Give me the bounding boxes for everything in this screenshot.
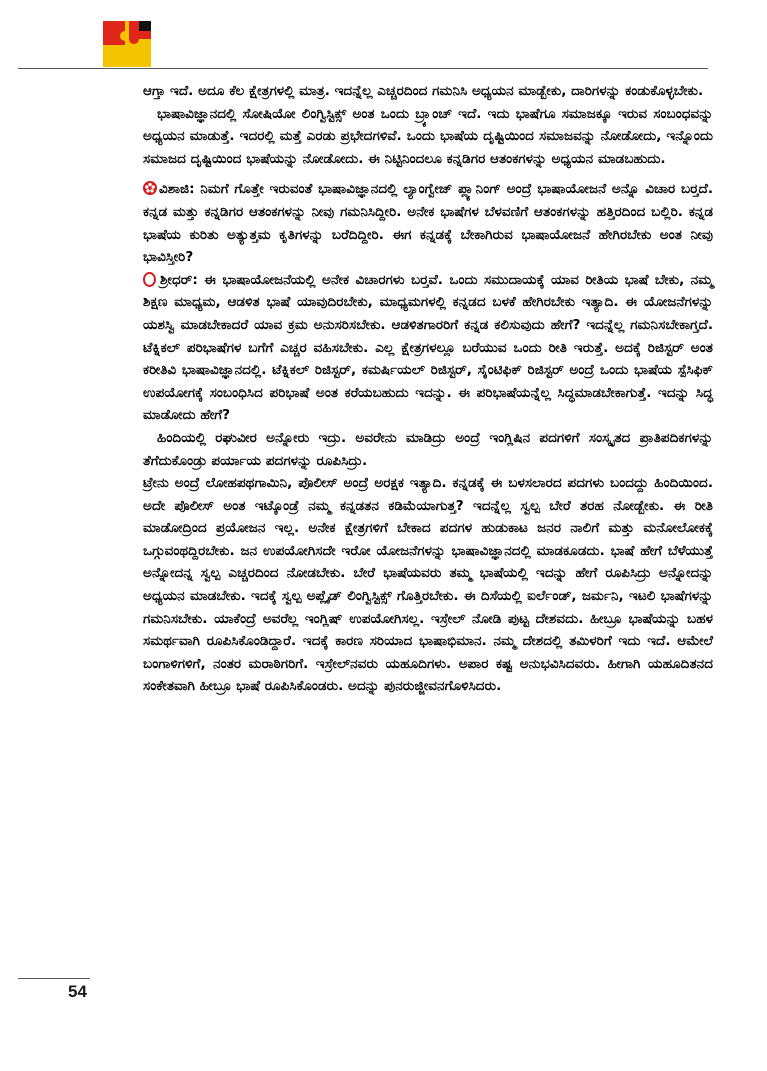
question-paragraph: [143, 178, 713, 268]
question-text: ವಿಶಾಜಿ: ನಿಮಗೆ ಗೊತ್ತೇ ಇರುವಂತೆ ಭಾಷಾವಿಜ್ಞಾನದಲ್ಲಿ ಲ್ಯಾಂಗ್ವೇಜ್ ಪ್ಲ್ಯಾನಿಂಗ್ ಅಂದ್ರೆ ಭಾಷಾಯೋಜನೆ ಅನ್ನೊ ವಿಚಾರ ಬರ‍್ತದೆ. ಕನ್ನಡ ಮತ್ತು ಕನ್ನಡಿಗರ ಆತಂಕಗಳನ್ನು ನೀವು ಗಮನಿಸಿದ್ದೀರಿ. ಅನೇಕ ಭಾಷೆಗಳ ಬೆಳವಣಿಗೆ ಆತಂಕಗಳನ್ನು ಹತ್ತಿರದಿಂದ ಬಲ್ಲಿರಿ. ಕನ್ನಡ ಭಾಷೆಯ ಕುರಿತು ಅತ್ಯುತ್ತಮ ಕೃತಿಗಳನ್ನು ಬರೆದಿದ್ದೀರಿ. ಈಗ ಕನ್ನಡಕ್ಕೆ ಬೇಕಾಗಿರುವ ಭಾಷಾಯೋಜನೆ ಹೇಗಿರಬೇಕು ಅಂತ ನೀವು ಭಾವಿಸ್ತೀರಿ?: [143, 181, 713, 266]
paragraph-sociolinguistics: ಭಾಷಾವಿಜ್ಞಾನದಲ್ಲಿ ಸೋಷಿಯೋ ಲಿಂಗ್ವಿಸ್ಟಿಕ್ಸ್ ಅಂತ ಒಂದು ಬ್ರ್ಯಾಂಚ್ ಇದೆ. ಇದು ಭಾಷೆಗೂ ಸಮಾಜಕ್ಕೂ ಇರುವ ಸಂಬಂಧವನ್ನು ಅಧ್ಯಯನ ಮಾಡುತ್ತೆ. ಇದರಲ್ಲಿ ಮತ್ತೆ ಎರಡು ಪ್ರಭೇದಗಳಿವೆ. ಒಂದು ಭಾಷೆಯ ದೃಷ್ಟಿಯಿಂದ ಸಮಾಜವನ್ನು ನೋಡೋದು, ಇನ್ನೊಂದು ಸಮಾಜದ ದೃಷ್ಟಿಯಿಂದ ಭಾಷೆಯನ್ನು ನೋಡೋದು. ಈ ನಿಟ್ಟಿನಿಂದಲೂ ಕನ್ನಡಿಗರ ಆತಂಕಗಳನ್ನು ಅಧ್ಯಯನ ಮಾಡಬಹುದು.: [143, 105, 713, 167]
red-ring-bullet-icon: [143, 272, 156, 287]
paragraph-train-police: ಟ್ರೇನು ಅಂದ್ರೆ ಲೋಹಪಥಗಾಮಿನಿ, ಪೊಲೀಸ್ ಅಂದ್ರೆ ಅರಕ್ಷಕ ಇತ್ಯಾದಿ. ಕನ್ನಡಕ್ಕೆ ಈ ಬಳಸಲಾರದ ಪದಗಳು ಬಂದದ್ದು ಹಿಂದಿಯಿಂದ. ಅದೇ ಪೊಲೀಸ್ ಅಂತ ಇಟ್ಕೊಂಡ್ರೆ ನಮ್ಮ ಕನ್ನಡತನ ಕಡಿಮೆಯಾಗುತ್ತ? ಇದನ್ನೆಲ್ಲ ಸ್ವಲ್ಪ ಬೇರೆ ತರಹ ನೋಡ್ಬೇಕು. ಈ ರೀತಿ ಮಾಡೋದ್ರಿಂದ ಪ್ರಯೋಜನ ಇಲ್ಲ. ಅನೇಕ ಕ್ಷೇತ್ರಗಳಿಗೆ ಬೇಕಾದ ಪದಗಳ ಹುಡುಕಾಟ ಜನರ ನಾಲಿಗೆ ಮತ್ತು ಮನೋಲೋಕಕ್ಕೆ ಒಗ್ಗುವಂಥದ್ದಿರಬೇಕು. ಜನ ಉಪಯೋಗಿಸದೇ ಇರೋ ಯೋಜನೆಗಳನ್ನು ಭಾಷಾವಿಜ್ಞಾನದಲ್ಲಿ ಮಾಡಕೂಡದು. ಭಾಷೆ ಹೇಗೆ ಬೆಳೆಯುತ್ತೆ ಅನ್ನೋದನ್ನ ಸ್ವಲ್ಪ ಎಚ್ಚರದಿಂದ ನೋಡಬೇಕು. ಬೇರೆ ಭಾಷೆಯವರು ತಮ್ಮ ಭಾಷೆಯಲ್ಲಿ ಇದನ್ನು ಹೇಗೆ ರೂಪಿಸಿದ್ರು ಅನ್ನೋದನ್ನು ಅಧ್ಯಯನ ಮಾಡಬೇಕು. ಇದಕ್ಕೆ ಸ್ವಲ್ಪ ಅಪ್ಲೈಡ್ ಲಿಂಗ್ವಿಸ್ಟಿಕ್ಸ್ ಗೊತ್ತಿರಬೇಕು. ಈ ದಿಸೆಯಲ್ಲಿ ಐರ್ಲೆಂಡ್, ಜರ್ಮನಿ, ಇಟಲಿ ಭಾಷೆಗಳನ್ನು ಗಮನಿಸಬೇಕು. ಯಾಕೆಂದ್ರೆ ಅವರೆಲ್ಲ ಇಂಗ್ಲಿಷ್ ಉಪಯೋಗಿಸಲ್ಲ. ಇಸ್ರೇಲ್ ನೋಡಿ ಪುಟ್ಟ ದೇಶವದು. ಹೀಬ್ರೂ ಭಾಷೆಯನ್ನು ಬಹಳ ಸಮರ್ಥವಾಗಿ ರೂಪಿಸಿಕೊಂಡಿದ್ದಾರೆ. ಇದಕ್ಕೆ ಕಾರಣ ಸರಿಯಾದ ಭಾಷಾಭಿಮಾನ. ನಮ್ಮ ದೇಶದಲ್ಲಿ ತಮಿಳರಿಗೆ ಇದು ಇದೆ. ಆಮೇಲೆ ಬಂಗಾಳಿಗಳಿಗೆ, ನಂತರ ಮರಾಠಿಗರಿಗೆ. ಇಸ್ರೇಲ್‌ನವರು ಯಹೂದಿಗಳು. ಅಪಾರ ಕಷ್ಟ ಅನುಭವಿಸಿದವರು. ಹೀಗಾಗಿ ಯಹೂದಿತನದ ಸಂಕೇತವಾಗಿ ಹೀಬ್ರೂ ಭಾಷೆ ರೂಪಿಸಿಕೊಂಡರು. ಅದನ್ನು ಪುನರುಜ್ಜೀವನಗೊಳಿಸಿದರು.: [143, 475, 713, 695]
red-flower-bullet-icon: [143, 181, 157, 195]
answer-paragraph: [143, 269, 713, 427]
footer-rule: [18, 978, 90, 979]
page-number: 54: [68, 982, 87, 1001]
puzzle-logo-icon: [103, 21, 151, 67]
paragraph-raghuveera: ಹಿಂದಿಯಲ್ಲಿ ರಘುವೀರ ಅನ್ನೋರು ಇದ್ರು. ಅವರೇನು ಮಾಡಿದ್ರು ಅಂದ್ರೆ ಇಂಗ್ಲಿಷಿನ ಪದಗಳಿಗೆ ಸಂಸ್ಕೃತದ ಪ್ರಾತಿಪದಿಕಗಳನ್ನು ತೆಗೆದುಕೊಂಡ್ರು ಪರ್ಯಾಯ ಪದಗಳನ್ನು ರೂಪಿಸಿದ್ರು.: [143, 429, 713, 469]
paragraph-continuation: ಆಗ್ತಾ ಇದೆ. ಅದೂ ಕೆಲ ಕ್ಷೇತ್ರಗಳಲ್ಲಿ ಮಾತ್ರ. ಇದನ್ನೆಲ್ಲ ಎಚ್ಚರದಿಂದ ಗಮನಿಸಿ ಅಧ್ಯಯನ ಮಾಡ್ಬೇಕು, ದಾರಿಗಳನ್ನು ಕಂಡುಕೊಳ್ಳಬೇಕು.: [143, 83, 704, 99]
header-rule: [18, 68, 708, 69]
answer-text: ಶ್ರೀಧರ್: ಈ ಭಾಷಾಯೋಜನೆಯಲ್ಲಿ ಅನೇಕ ವಿಚಾರಗಳು ಬರ‍್ತವೆ. ಒಂದು ಸಮುದಾಯಕ್ಕೆ ಯಾವ ರೀತಿಯ ಭಾಷೆ ಬೇಕು, ನಮ್ಮ ಶಿಕ್ಷಣ ಮಾಧ್ಯಮ, ಆಡಳಿತ ಭಾಷೆ ಯಾವುದಿರಬೇಕು, ಮಾಧ್ಯಮಗಳಲ್ಲಿ ಕನ್ನಡದ ಬಳಕೆ ಹೇಗಿರಬೇಕು ಇತ್ಯಾದಿ. ಈ ಯೋಜನೆಗಳನ್ನು ಯಶಸ್ವಿ ಮಾಡಬೇಕಾದರೆ ಯಾವ ಕ್ರಮ ಅನುಸರಿಸಬೇಕು. ಆಡಳಿತಗಾರರಿಗೆ ಕನ್ನಡ ಕಲಿಸುವುದು ಹೇಗೆ? ಇದನ್ನೆಲ್ಲ ಗಮನಿಸಬೇಕಾಗ್ತದೆ. ಟೆಕ್ನಿಕಲ್ ಪರಿಭಾಷೆಗಳ ಬಗೆಗೆ ಎಚ್ಚರ ವಹಿಸಬೇಕು. ಎಲ್ಲ ಕ್ಷೇತ್ರಗಳಲ್ಲೂ ಬರೆಯುವ ಒಂದು ರೀತಿ ಇರುತ್ತೆ. ಅದಕ್ಕೆ ರಿಜಿಸ್ಟರ್ ಅಂತ ಕರೀತಿವಿ ಭಾಷಾವಿಜ್ಞಾನದಲ್ಲಿ. ಟೆಕ್ನಿಕಲ್ ರಿಜಿಸ್ಟರ್, ಕಮರ್ಷಿಯಲ್ ರಿಜಿಸ್ಟರ್, ಸೈಂಟಿಫಿಕ್ ರಿಜಿಸ್ಟರ್ ಅಂದ್ರೆ ಒಂದು ಭಾಷೆಯ ಸ್ಪೆಸಿಫಿಕ್ ಉಪಯೋಗಕ್ಕೆ ಸಂಬಂಧಿಸಿದ ಪರಿಭಾಷೆ ಅಂತ ಕರೆಯಬಹುದು ಇದನ್ನು. ಈ ಪರಿಭಾಷೆಯನ್ನೆಲ್ಲ ಸಿದ್ಧಮಾಡಬೇಕಾಗುತ್ತೆ. ಇದನ್ನು ಸಿದ್ಧ ಮಾಡೋದು ಹೇಗೆ?: [143, 271, 713, 424]
article-body: [143, 80, 713, 698]
